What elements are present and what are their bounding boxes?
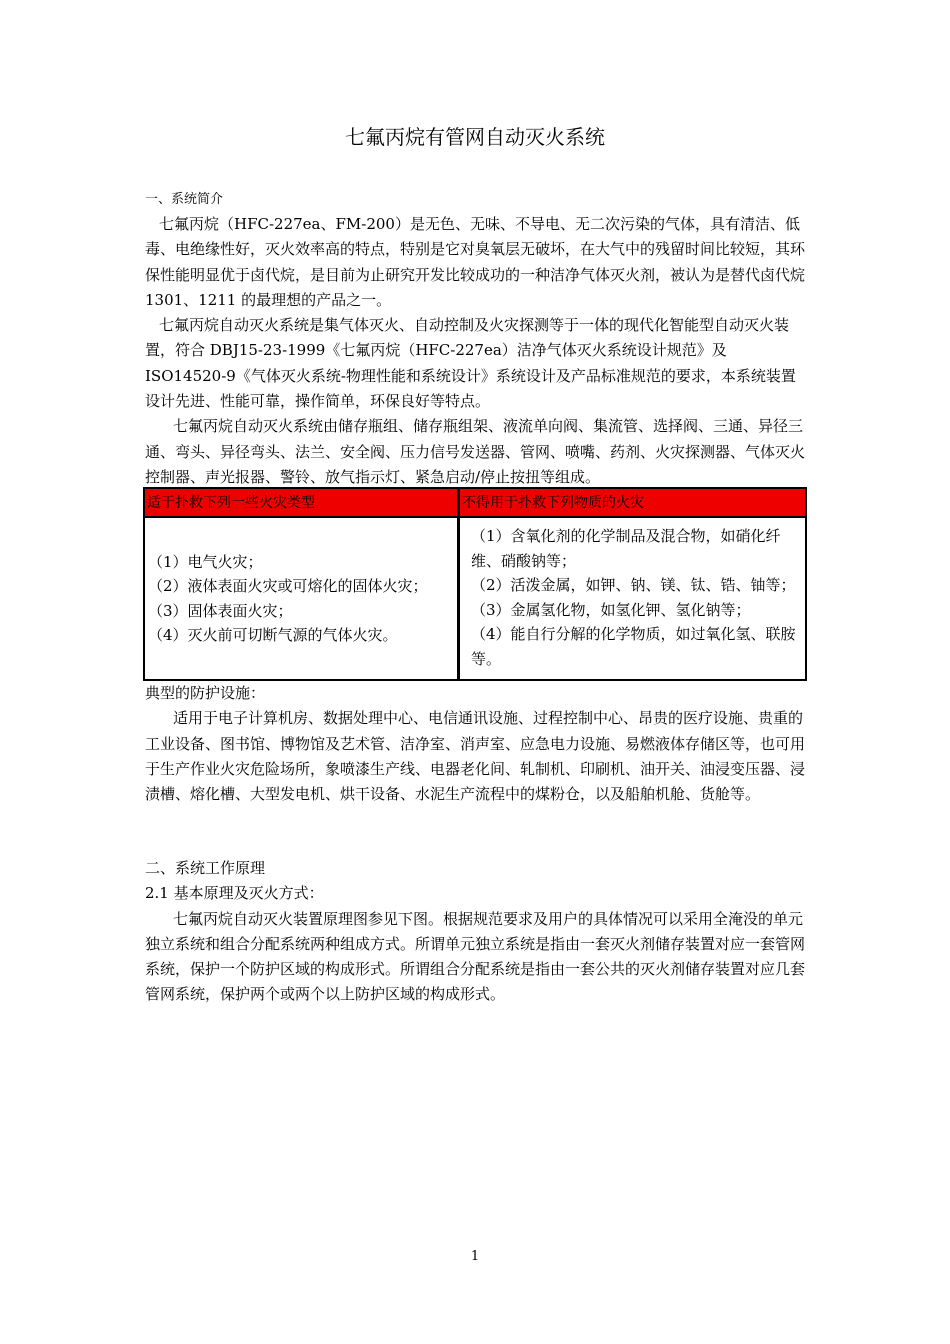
unsuitable-fire-list	[460, 518, 805, 679]
section-introduction	[145, 187, 807, 490]
unsuitable-item: （3）金属氢化物，如氢化钾、氢化钠等；	[471, 600, 751, 619]
section-2-1-heading: 2.1 基本原理及灭火方式：	[145, 884, 324, 903]
section-facilities	[145, 681, 807, 807]
unsuitable-item: （4）能自行分解的化学物质，如过氧化氢、联胺等。	[471, 625, 796, 668]
intro-paragraph-2: 七氟丙烷自动灭火系统是集气体灭火、自动控制及火灾探测等于一体的现代化智能型自动灭火装置，符合 DBJ15-23-1999《七氟丙烷（HFC-227ea）洁净气体灭火系统设计规范》及ISO14520-9《气体灭火系统-物理性能和系统设计》系统设计及产品标准规范的要求，本系统装置设计先进、性能可靠，操作简单，环保良好等特点。	[145, 316, 796, 411]
fire-type-table	[143, 487, 807, 681]
suitable-item: （3）固体表面火灾；	[148, 601, 293, 620]
facilities-paragraph: 适用于电子计算机房、数据处理中心、电信通讯设施、过程控制中心、昂贵的医疗设施、贵重的工业设备、图书馆、博物馆及艺术管、洁净室、消声室、应急电力设施、易燃液体存储区等，也可用于生产作业火灾危险场所，象喷漆生产线、电器老化间、轧制机、印刷机、油开关、油浸变压器、浸渍槽、熔化槽、大型发电机、烘干设备、水泥生产流程中的煤粉仓，以及船舶机舱、货舱等。	[145, 709, 806, 804]
unsuitable-item: （1）含氧化剂的化学制品及混合物，如硝化纤维、硝酸钠等；	[471, 527, 781, 570]
facilities-heading: 典型的防护设施：	[145, 684, 266, 702]
section-1-heading: 一、系统简介	[145, 192, 224, 207]
suitable-item: （4）灭火前可切断气源的气体火灾。	[148, 626, 398, 644]
document-title: 七氟丙烷有管网自动灭火系统	[345, 125, 605, 149]
unsuitable-item: （2）活泼金属，如钾、钠、镁、钛、锆、铀等；	[471, 576, 796, 594]
principle-paragraph: 七氟丙烷自动灭火装置原理图参见下图。根据规范要求及用户的具体情况可以采用全淹没的单元独立系统和组合分配系统两种组成方式。所谓单元独立系统是指由一套灭火剂储存装置对应一套管网系统，保护一个防护区域的构成形式。所谓组合分配系统是指由一套公共的灭火剂储存装置对应几套管网系统，保护两个或两个以上防护区域的构成形式。	[145, 909, 806, 1004]
page-number: 1	[470, 1249, 480, 1264]
intro-paragraph-1: 七氟丙烷（HFC-227ea、FM-200）是无色、无味、不导电、无二次污染的气体，具有清洁、低毒、电绝缘性好，灭火效率高的特点，特别是它对臭氧层无破坏，在大气中的残留时间比较短，其环保性能明显优于卤代烷，是目前为止研究开发比较成功的一种洁净气体灭火剂，被认为是替代卤代烷 1301、1211 的最理想的产品之一。	[145, 215, 806, 309]
table-header-unsuitable: 不得用于扑救下列物质的火灾	[460, 489, 805, 518]
table-header-suitable: 适于扑救下列一些火灾类型	[145, 489, 458, 518]
section-principle	[145, 856, 807, 1008]
section-2-heading: 二、系统工作原理	[145, 859, 266, 877]
suitable-item: （2）液体表面火灾或可熔化的固体火灾；	[148, 577, 428, 595]
intro-paragraph-3: 七氟丙烷自动灭火系统由储存瓶组、储存瓶组架、液流单向阀、集流管、选择阀、三通、异径三通、弯头、异径弯头、法兰、安全阀、压力信号发送器、管网、喷嘴、药剂、火灾探测器、气体灭火控制器、声光报器、警铃、放气指示灯、紧急启动/停止按扭等组成。	[145, 417, 806, 486]
suitable-fire-list	[145, 518, 457, 679]
suitable-item: （1）电气火灾；	[148, 552, 263, 571]
